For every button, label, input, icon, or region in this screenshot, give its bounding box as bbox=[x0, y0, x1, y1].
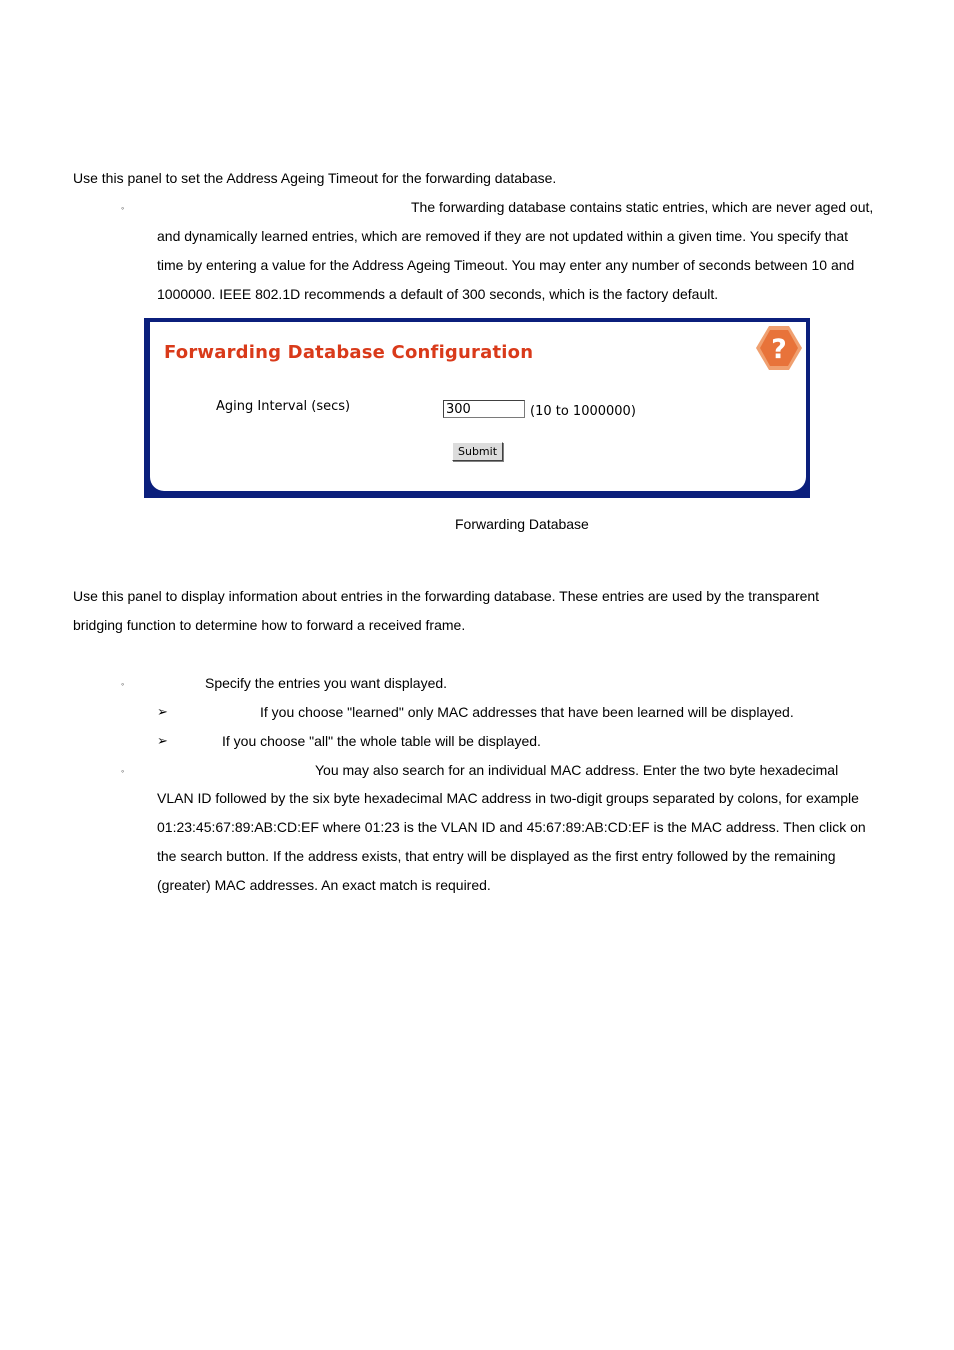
forwarding-database-config-panel bbox=[144, 318, 810, 498]
bullet-text-line: The forwarding database contains static entries, which are never aged out, bbox=[411, 199, 874, 215]
panel-content bbox=[150, 322, 806, 491]
bullet-text-line: VLAN ID followed by the six byte hexadecimal MAC address in two-digit groups separated by colons, for example bbox=[157, 790, 859, 806]
bullet-marker: ◦ bbox=[121, 203, 125, 213]
bullet-marker: ◦ bbox=[121, 766, 125, 776]
bullet-text-line: 1000000. IEEE 802.1D recommends a default of 300 seconds, which is the factory default. bbox=[157, 286, 719, 302]
svg-text:?: ? bbox=[771, 334, 787, 365]
submit-button[interactable]: Submit bbox=[452, 442, 503, 461]
aging-interval-input[interactable] bbox=[443, 400, 525, 418]
intro-paragraph-1: Use this panel to set the Address Ageing Timeout for the forwarding database. bbox=[73, 170, 557, 186]
bullet-text-line: You may also search for an individual MAC address. Enter the two byte hexadecimal bbox=[315, 762, 839, 778]
sub-bullet-text: If you choose "all" the whole table will be displayed. bbox=[222, 733, 541, 749]
bullet-text-line: and dynamically learned entries, which are removed if they are not updated within a given time. You specify that bbox=[157, 228, 849, 244]
arrow-bullet-icon: ➢ bbox=[157, 704, 168, 719]
bullet-text-line: time by entering a value for the Address Ageing Timeout. You may enter any number of seconds between 10 and bbox=[157, 257, 855, 273]
sub-bullet-text: If you choose "learned" only MAC addresses that have been learned will be displayed. bbox=[260, 704, 794, 720]
bullet-text-line: Specify the entries you want displayed. bbox=[205, 675, 448, 691]
figure-caption: Forwarding Database bbox=[455, 516, 589, 532]
arrow-bullet-icon: ➢ bbox=[157, 733, 168, 748]
panel-title: Forwarding Database Configuration bbox=[164, 342, 534, 363]
bullet-text-line: the search button. If the address exists, that entry will be displayed as the first entry followed by the remaining bbox=[157, 848, 836, 864]
intro-paragraph-2-line: Use this panel to display information about entries in the forwarding database. These entries are used by the transparent bbox=[73, 588, 820, 604]
help-question-icon[interactable] bbox=[755, 325, 803, 371]
bullet-text-line: (greater) MAC addresses. An exact match is required. bbox=[157, 877, 491, 893]
aging-interval-label: Aging Interval (secs) bbox=[216, 399, 351, 414]
bullet-marker: ◦ bbox=[121, 679, 125, 689]
aging-interval-range-hint: (10 to 1000000) bbox=[530, 404, 636, 419]
bullet-text-line: 01:23:45:67:89:AB:CD:EF where 01:23 is the VLAN ID and 45:67:89:AB:CD:EF is the MAC address. Then click on bbox=[157, 819, 866, 835]
intro-paragraph-2-line: bridging function to determine how to forward a received frame. bbox=[73, 617, 466, 633]
